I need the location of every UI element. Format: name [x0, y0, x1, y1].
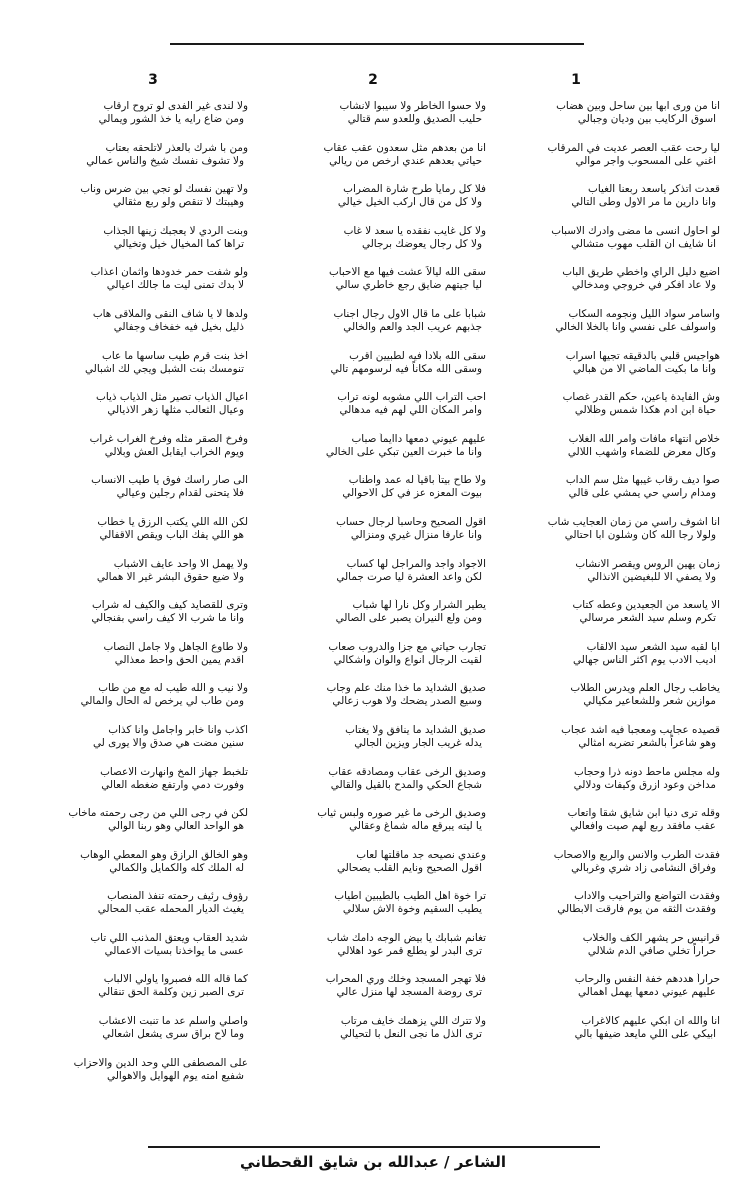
verse	[16, 433, 248, 475]
verse	[16, 516, 248, 558]
verse	[250, 516, 486, 558]
verse-second-hemistich: واسولف على نفسي وانا بالخلا الخالي	[555, 320, 716, 333]
verse-second-hemistich: اقول الصحيح ونايم القلب يصحالي	[336, 861, 482, 874]
verse	[488, 516, 720, 558]
verse-second-hemistich: موازين شعر وللشعاعير مكيالي	[583, 695, 716, 708]
verse	[488, 766, 720, 808]
verse-second-hemistich: تنومسك بنت الشبل ويجي لك اشبالي	[85, 362, 244, 375]
verse-first-hemistich: ومن با شرك بالعذر لاتلحقه بعتاب	[105, 141, 248, 154]
verse-second-hemistich: لا بدك تمنى ليت ما جالك اعيالي	[106, 279, 244, 292]
verse	[16, 641, 248, 683]
verse	[250, 641, 486, 683]
verse-first-hemistich: عليهم عيوني دمعها داايماً صباب	[351, 432, 486, 445]
verse-first-hemistich: وقله ترى دنيا ابن شايق شقا واتعاب	[567, 807, 720, 820]
verse	[250, 100, 486, 142]
verse	[250, 350, 486, 392]
verse	[488, 1015, 720, 1057]
verse-second-hemistich: اديب الادب يوم اكثر الناس جهالي	[573, 653, 716, 666]
verse	[16, 308, 248, 350]
verse-first-hemistich: ولا طاوع الجاهل ولا جامل النصاب	[103, 640, 248, 653]
verse-first-hemistich: ولدها لا يا شاف النقى والملاقى هاب	[92, 307, 248, 320]
verse	[488, 599, 720, 641]
verse-first-hemistich: فلا كل رماياً طرح شارة المضراب	[343, 183, 486, 196]
verse-first-hemistich: سقى الله بلاداً فيه لطبيين اقرب	[349, 349, 486, 362]
verse-first-hemistich: هواجيس قلبي بالدقيقه تجيها اسراب	[565, 349, 720, 362]
verse	[16, 807, 248, 849]
verse-second-hemistich: وفقدت الثقه من يوم فارقت الابطالي	[557, 903, 716, 916]
top-divider	[170, 43, 584, 45]
verse-second-hemistich: انا شايف ان القلب مهوب متشالي	[571, 237, 716, 250]
verse	[16, 599, 248, 641]
verse-first-hemistich: ولا نيب و الله طيب له مع من طاب	[98, 682, 248, 695]
verse	[250, 266, 486, 308]
verse	[488, 142, 720, 184]
verse	[16, 474, 248, 516]
verse-first-hemistich: كما قاله الله فصبروا ياولي الالباب	[103, 973, 248, 986]
verse-second-hemistich: ترى الذل ما نجى النعل با لتحيالي	[340, 1028, 482, 1041]
verse	[250, 682, 486, 724]
verse-first-hemistich: ترا خوة اهل الطيب بالطيبين اطياب	[334, 890, 486, 903]
verse-second-hemistich: تراها كما المخيال خيل وتخيالي	[113, 237, 244, 250]
verse-first-hemistich: ولا حسوا الخاطر ولا سيبوا لانشاب	[339, 100, 486, 112]
verse-first-hemistich: ولا كل غايب نفقده يا سعد لا غاب	[343, 224, 486, 237]
verse-second-hemistich: ترى البدر لو يطلع قمر عود اهلالي	[337, 944, 482, 957]
verse-first-hemistich: ليا رحت عقب العصر عديت في المرقاب	[547, 141, 720, 154]
poet-signature: الشاعر / عبدالله بن شايق القحطاني	[240, 1153, 506, 1171]
verse-second-hemistich: وانا ما خبرت العين تبكي على الخالي	[325, 445, 482, 458]
verse-second-hemistich: وما لاح براق سرى يشعل اشعالي	[102, 1028, 244, 1041]
verse-first-hemistich: قصيده عجايب ومعجباً فيه اشد عجاب	[561, 723, 720, 736]
verse-second-hemistich: وانا ما شرب الا كيف راسي بفنجالي	[91, 612, 244, 625]
verse-first-hemistich: ابا لقبه سيد الشعر سيد الالقاب	[586, 640, 720, 653]
verse-second-hemistich: وكال معرض للضماء واشهب اللالي	[567, 445, 716, 458]
verse	[250, 558, 486, 600]
verse-second-hemistich: عسى ما يواخذنا بسيات الاعمالي	[104, 944, 244, 957]
verse-first-hemistich: انا من ورى ابها بين ساحل وبين هضاب	[556, 100, 720, 112]
column-number-2: 2	[368, 72, 378, 88]
verse	[250, 391, 486, 433]
verse-second-hemistich: تكرم وسلم سيد الشعر مرسالي	[579, 612, 716, 625]
verse-second-hemistich: سنين مضت هي صدق والا يورى لي	[92, 736, 244, 749]
verse-second-hemistich: ومن طاب لي يرخص له الحال والمالي	[80, 695, 244, 708]
verse	[488, 350, 720, 392]
verse-first-hemistich: تجارب حياتي مع جزا والدروب صعاب	[328, 640, 486, 653]
column-number-1: 1	[571, 72, 581, 88]
verse-first-hemistich: وبنت الردي لا يعجبك زينها الجذاب	[103, 224, 248, 237]
verse-column-2	[250, 100, 486, 1057]
verse-second-hemistich: لقيت الرجال انواع والوان واشكالي	[333, 653, 482, 666]
verse-first-hemistich: انا والله ان ابكي عليهم كالاغراب	[581, 1015, 720, 1028]
verse-column-3	[16, 100, 248, 1098]
verse	[16, 849, 248, 891]
verse	[488, 433, 720, 475]
verse	[16, 183, 248, 225]
verse-first-hemistich: الى صار راسك فوق يا طيب الانساب	[91, 474, 248, 487]
verse	[16, 973, 248, 1015]
verse	[16, 225, 248, 267]
verse-second-hemistich: ابيكي على اللي مايعد ضيفها بالي	[574, 1028, 716, 1041]
verse-second-hemistich: جذبهم عريب الجد والعم والخالي	[343, 320, 482, 333]
verse-second-hemistich: وانا عارفا منزال غيري ومنزالي	[350, 528, 482, 541]
verse-second-hemistich: وفورت دمي وارتفع ضغطه العالي	[101, 778, 244, 791]
verse-column-1	[488, 100, 720, 1057]
verse	[16, 1015, 248, 1057]
verse	[488, 849, 720, 891]
verse-first-hemistich: ولو شفت حمر خدودها واثمان اعذاب	[90, 266, 248, 279]
verse-second-hemistich: وامر المكان اللي لهم فيه مدهالي	[339, 404, 482, 417]
verse-second-hemistich: شجاع الحكي والمدح بالقيل والقالي	[330, 778, 482, 791]
verse	[488, 641, 720, 683]
verse-second-hemistich: ليا جيتهم ضايق رجع خاطري سالي	[335, 279, 482, 292]
verse	[488, 932, 720, 974]
verse	[488, 100, 720, 142]
verse-first-hemistich: يخاطب رجال العلم ويدرس الطلاب	[570, 682, 720, 695]
verse-first-hemistich: انا من بعدهم مثل سعدون عقب عقاب	[323, 141, 486, 154]
verse	[250, 932, 486, 974]
verse	[488, 183, 720, 225]
verse-second-hemistich: ولا تشوف نفسك شيخ والناس عمالي	[86, 154, 244, 167]
verse-first-hemistich: اكذب وانا خابر واجامل وانا كذاب	[108, 723, 248, 736]
verse	[16, 1057, 248, 1099]
verse	[250, 724, 486, 766]
verse-first-hemistich: صديق الشدايد ما ينافق ولا يغتاب	[345, 723, 486, 736]
verse	[488, 890, 720, 932]
verse-second-hemistich: وفراق النشامى زاد شري وغربالي	[571, 861, 716, 874]
verse	[250, 225, 486, 267]
verse	[16, 890, 248, 932]
verse	[250, 474, 486, 516]
verse-second-hemistich: لكن واعد العشرة ليا صرت جمالي	[336, 570, 482, 583]
verse	[16, 142, 248, 184]
verse-second-hemistich: ومدام راسي حي يمشي على قالي	[568, 487, 716, 500]
verse-second-hemistich: وهو شاعراً بالشعر تضربه امثالي	[578, 736, 716, 749]
verse-second-hemistich: حياتي بعدهم عندي ارخص من ريالي	[329, 154, 482, 167]
verse	[250, 890, 486, 932]
verse-first-hemistich: يطير الشرار وكل ناراً لها شباب	[352, 599, 486, 612]
verse-first-hemistich: خلاص انتهاء مافات وامر الله الغلاب	[568, 432, 720, 445]
verse-second-hemistich: وعيال الثعالب مثلها زهر الاذيالي	[107, 404, 244, 417]
verse	[250, 973, 486, 1015]
verse-first-hemistich: لو احاول انسى ما مضى وادرك الاسباب	[551, 224, 720, 237]
verse-first-hemistich: انا اشوف راسي من زمان العجايب شاب	[547, 515, 720, 528]
verse-second-hemistich: ولا كل رجال يعوضك برجالي	[361, 237, 482, 250]
verse-second-hemistich: ولولا رجا الله كان وشلون ابا احتالي	[564, 528, 716, 541]
verse	[488, 682, 720, 724]
verse-first-hemistich: الاجواد واجد والمراجل لها كساب	[346, 557, 486, 570]
verse-first-hemistich: لكن في رجى اللي من رجى رحمته ماخاب	[68, 807, 248, 820]
verse-first-hemistich: شديد العقاب ويعتق المذنب اللي تاب	[90, 931, 248, 944]
verse-second-hemistich: ذليل بخيل فيه خفخاف وجفالي	[113, 320, 244, 333]
verse-second-hemistich: وهيبتك لا تنقص ولو ربع مثقالي	[112, 196, 244, 209]
verse-first-hemistich: ولا يهمل الا واحد عايف الاشباب	[113, 557, 248, 570]
verse-first-hemistich: على المصطفى اللي وحد الدين والاحزاب	[73, 1056, 248, 1069]
verse	[16, 391, 248, 433]
verse	[16, 558, 248, 600]
verse	[16, 682, 248, 724]
verse	[250, 183, 486, 225]
verse-first-hemistich: وش الفايدة ياعين، حكم القدر غصاب	[562, 391, 720, 404]
verse-second-hemistich: يغيث الديار المحمله عقب المحالي	[97, 903, 244, 916]
verse-second-hemistich: ولا عاد افكر في خروجي ومدخالي	[571, 279, 716, 292]
verse-second-hemistich: شفيع امته يوم الهوايل والاهوالي	[107, 1069, 244, 1082]
verse	[250, 142, 486, 184]
verse-second-hemistich: ولا ضيع حقوق البشر غير الا همالي	[96, 570, 244, 583]
verse-second-hemistich: ومن ولع النيران يصبر على الصالي	[335, 612, 482, 625]
verse	[16, 932, 248, 974]
verse-first-hemistich: لكن الله اللي يكتب الرزق يا خطاب	[97, 515, 248, 528]
verse-first-hemistich: حراراً هددهم خفة النفس والرحاب	[574, 973, 720, 986]
verse-second-hemistich: وسقى الله مكاناً فيه لرسومهم تالي	[330, 362, 482, 375]
verse	[488, 724, 720, 766]
verse-first-hemistich: قرانيس حر يشهر الكف والخلاب	[582, 931, 720, 944]
verse-second-hemistich: له الملك كله والكمايل والكمالي	[109, 861, 244, 874]
verse-first-hemistich: ولا تهين نفسك لو تجي بين ضرس وناب	[80, 183, 248, 196]
verse	[250, 1015, 486, 1057]
verse	[250, 807, 486, 849]
verse-first-hemistich: تلخبط جهاز المخ وانهارت الاعصاب	[100, 765, 248, 778]
verse-first-hemistich: اخذ بنت قرم طيب ساسها ما عاب	[102, 349, 248, 362]
verse-first-hemistich: وترى للقصايد كيف والكيف له شراب	[91, 599, 248, 612]
verse-first-hemistich: صديق الشدايد ما خذا منك علم وجاب	[326, 682, 486, 695]
verse-second-hemistich: ولا يصفي الا للبغيضين الانذالي	[587, 570, 716, 583]
verse-second-hemistich: ويوم الخراب ايقابل العش وبلالي	[104, 445, 244, 458]
verse-second-hemistich: ترى الصبر زين وكلمة الحق تنقالي	[98, 986, 244, 999]
verse	[16, 724, 248, 766]
verse-first-hemistich: احب التراب اللي مشوبه لونه تراب	[337, 391, 486, 404]
verse-second-hemistich: يدله غريب الجار ويزين الجالي	[354, 736, 482, 749]
verse-second-hemistich: اقدم يمين الحق واحط معذالي	[114, 653, 244, 666]
verse-first-hemistich: وصديق الرخى ما غير صوره ولبس ثياب	[317, 807, 486, 820]
verse-first-hemistich: واصلي واسلم عد ما تنبت الاعشاب	[98, 1015, 248, 1028]
verse-second-hemistich: حراراً تخلي صافي الدم شلالي	[587, 944, 716, 957]
verse-first-hemistich: وصديق الرخى عقاب ومصادقه عقاب	[328, 765, 486, 778]
verse	[250, 849, 486, 891]
verse	[16, 100, 248, 142]
verse-second-hemistich: ولا كل من قال اركب الخيل خيالي	[337, 196, 482, 209]
verse-second-hemistich: وانا دارين ما مر الاول وطى التالي	[571, 196, 716, 209]
verse-first-hemistich: الا ياسعد من الجعيدين وعطه كتاب	[572, 599, 720, 612]
verse-second-hemistich: حياة ابن ادم هكذا شمس وظلالي	[574, 404, 716, 417]
verse	[488, 973, 720, 1015]
verse-first-hemistich: وهو الخالق الرازق وهو المعطي الوهاب	[80, 848, 248, 861]
verse-first-hemistich: وفرخ الصقر مثله وفرخ الغراب غراب	[89, 432, 248, 445]
verse	[488, 225, 720, 267]
verse-second-hemistich: ومن ضاع رايه يا خذ الشور ويمالي	[98, 113, 244, 125]
verse-first-hemistich: وعندي نصيحه جد ماقلتها لعاب	[356, 848, 486, 861]
verse-second-hemistich: يطيب السقيم وخوة الاش سلالي	[342, 903, 482, 916]
verse-second-hemistich: وسيع الصدر يضحك ولا هوب زعالي	[332, 695, 482, 708]
verse	[16, 266, 248, 308]
verse	[488, 807, 720, 849]
verse-second-hemistich: هو الواحد العالي وهو ربنا الوالي	[108, 820, 244, 833]
verse	[250, 433, 486, 475]
verse-second-hemistich: اسوق الركايب بين وديان وجبالي	[577, 113, 716, 125]
verse-first-hemistich: ولا طاح بيتاً باقياً له عمد واطناب	[348, 474, 486, 487]
verse-first-hemistich: فقدت الطرب والانس والربع والاصحاب	[553, 848, 720, 861]
verse	[250, 308, 486, 350]
verse	[488, 308, 720, 350]
verse-second-hemistich: بيوت المعزه عز في كل الاحوالي	[342, 487, 482, 500]
verse-second-hemistich: هو اللي يفك الباب ويقص الاقفالي	[99, 528, 244, 541]
verse	[16, 766, 248, 808]
column-number-3: 3	[148, 72, 158, 88]
verse-first-hemistich: زمان يهين الروس ويقصر الانشاب	[575, 557, 720, 570]
verse-second-hemistich: فلا يتحنى لقدام رجلين وعيالي	[116, 487, 244, 500]
verse	[250, 766, 486, 808]
verse-second-hemistich: وانا ما بكيت الماضي الا من هبالي	[572, 362, 716, 375]
verse-first-hemistich: اضيع دليل الراي واخطي طريق الباب	[562, 266, 720, 279]
verse-second-hemistich: ترى روضة المسجد لها منزل عالي	[336, 986, 482, 999]
verse-second-hemistich: عقب مافقد ربع لهم صيت وافعالي	[570, 820, 716, 833]
verse-first-hemistich: ولا تترك اللي يزهمك خايف مرتاب	[340, 1015, 486, 1028]
verse-first-hemistich: وله مجلس ماحط دونه ذرا وحجاب	[574, 765, 720, 778]
verse-first-hemistich: قعدت اتذكر ياسعد ربعنا الغياب	[588, 183, 720, 196]
verse-second-hemistich: عليهم عيوني دمعها يهمل اهمالي	[577, 986, 716, 999]
verse-first-hemistich: رؤوف رئيف رحمته تنفذ المنصاب	[107, 890, 248, 903]
verse-first-hemistich: ولا لندى غير الفدى لو تروح ارقاب	[103, 100, 248, 112]
verse-first-hemistich: سقى الله ليالاً عشت فيها مع الاحباب	[328, 266, 486, 279]
verse	[488, 474, 720, 516]
verse-second-hemistich: اغني على المسحوب واجر موالي	[575, 154, 716, 167]
verse-first-hemistich: صوا ديف رقاب غيبها مثل سم الداب	[565, 474, 720, 487]
verse-first-hemistich: شباباً على ما قال الاول رجال اجناب	[333, 307, 486, 320]
verse-first-hemistich: تغانم شبابك يا بيض الوجه دامك شاب	[326, 931, 486, 944]
bottom-divider	[148, 1146, 600, 1148]
verse	[250, 599, 486, 641]
verse-second-hemistich: يا ليته يبرقع ماله شماغ وعقالي	[349, 820, 482, 833]
verse-first-hemistich: اعيال الذياب تصير مثل الذياب ذياب	[96, 391, 248, 404]
verse	[488, 391, 720, 433]
verse-first-hemistich: واسامر سواد الليل ونجومه السكاب	[568, 307, 720, 320]
verse	[16, 350, 248, 392]
verse-second-hemistich: مداخن وعود ازرق وكيفات ودلالي	[573, 778, 716, 791]
verse-first-hemistich: فلا تهجر المسجد وخلك وري المحراب	[325, 973, 486, 986]
verse-first-hemistich: اقول الصحيح وحاسباً لرجال حساب	[336, 515, 486, 528]
verse	[488, 558, 720, 600]
verse-second-hemistich: حليب الصديق وللعدو سم قتالي	[347, 113, 482, 125]
verse-first-hemistich: وفقدت التواضع والتراحيب والاداب	[574, 890, 720, 903]
verse	[488, 266, 720, 308]
